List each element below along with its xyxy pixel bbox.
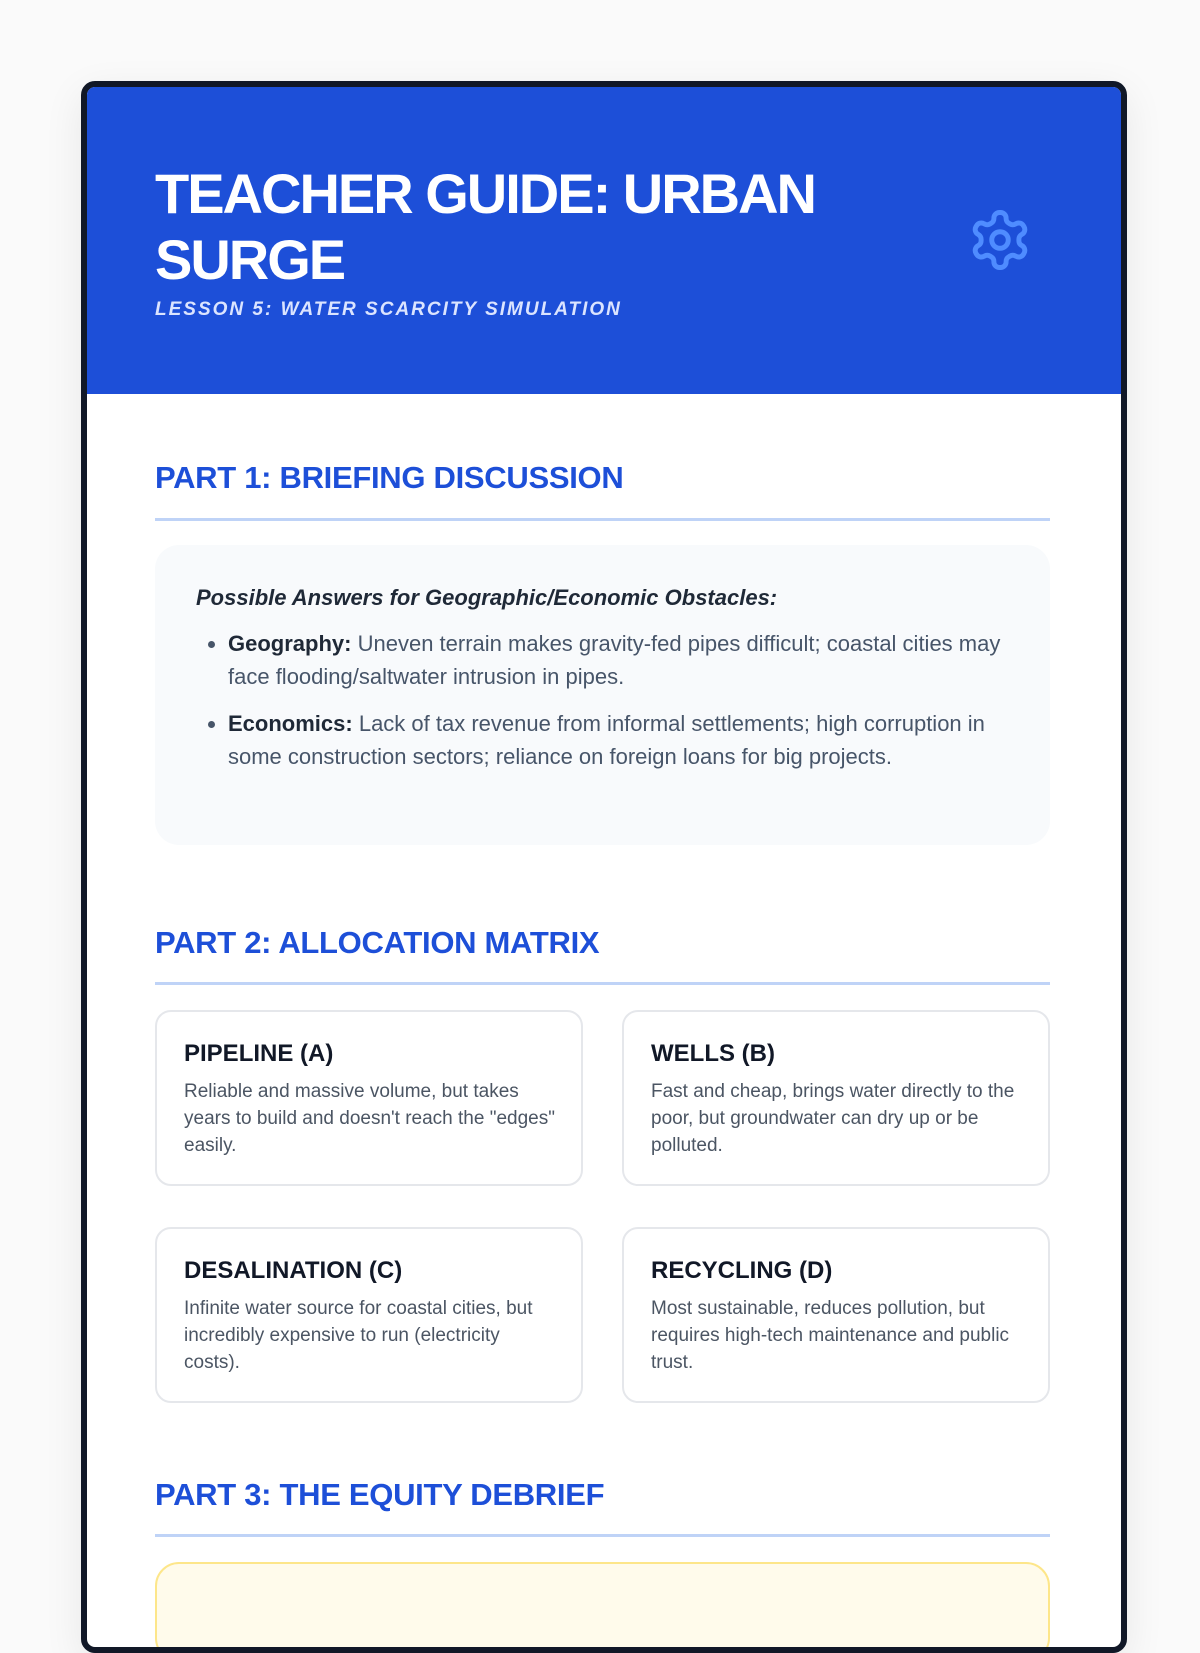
- guide-header: [87, 87, 1121, 394]
- option-card-desalination: [155, 1227, 583, 1403]
- option-name: WELLS (B): [651, 1040, 775, 1067]
- option-card-wells: [622, 1010, 1050, 1186]
- list-item: [228, 707, 1010, 773]
- page-title: TEACHER GUIDE: URBAN SURGE: [155, 162, 815, 291]
- possible-answers-box: [155, 545, 1050, 845]
- list-item: [228, 627, 1010, 693]
- option-card-pipeline: [155, 1010, 583, 1186]
- lesson-subtitle: LESSON 5: WATER SCARCITY SIMULATION: [155, 299, 622, 320]
- part2-title: PART 2: ALLOCATION MATRIX: [155, 925, 600, 960]
- option-description: Most sustainable, reduces pollution, but requires high-tech maintenance and public trust.: [651, 1298, 1010, 1373]
- answer-text: Lack of tax revenue from informal settlements; high corruption in some construction sectors; reliance on foreign loans for big projects.: [228, 711, 985, 769]
- gear-icon[interactable]: [967, 207, 1033, 273]
- section-divider: [155, 982, 1050, 985]
- part1-title: PART 1: BRIEFING DISCUSSION: [155, 460, 624, 495]
- option-name: DESALINATION (C): [184, 1257, 403, 1284]
- option-card-recycling: [622, 1227, 1050, 1403]
- equity-debrief-box: [155, 1562, 1050, 1653]
- teacher-guide-card: [81, 81, 1127, 1653]
- answer-text: Uneven terrain makes gravity-fed pipes difficult; coastal cities may face flooding/saltwater intrusion in pipes.: [228, 631, 1001, 689]
- part3-title: PART 3: THE EQUITY DEBRIEF: [155, 1477, 605, 1512]
- option-name: RECYCLING (D): [651, 1257, 833, 1284]
- answers-heading: Possible Answers for Geographic/Economic Obstacles:: [196, 585, 778, 610]
- option-description: Fast and cheap, brings water directly to the poor, but groundwater can dry up or be polluted.: [651, 1081, 1015, 1156]
- answer-label: Geography:: [228, 631, 352, 656]
- option-description: Infinite water source for coastal cities, but incredibly expensive to run (electricity costs).: [184, 1298, 533, 1373]
- answer-label: Economics:: [228, 711, 353, 736]
- option-description: Reliable and massive volume, but takes years to build and doesn't reach the "edges" easily.: [184, 1081, 555, 1156]
- answers-list: [196, 627, 1010, 773]
- option-name: PIPELINE (A): [184, 1040, 334, 1067]
- section-divider: [155, 1534, 1050, 1537]
- section-divider: [155, 518, 1050, 521]
